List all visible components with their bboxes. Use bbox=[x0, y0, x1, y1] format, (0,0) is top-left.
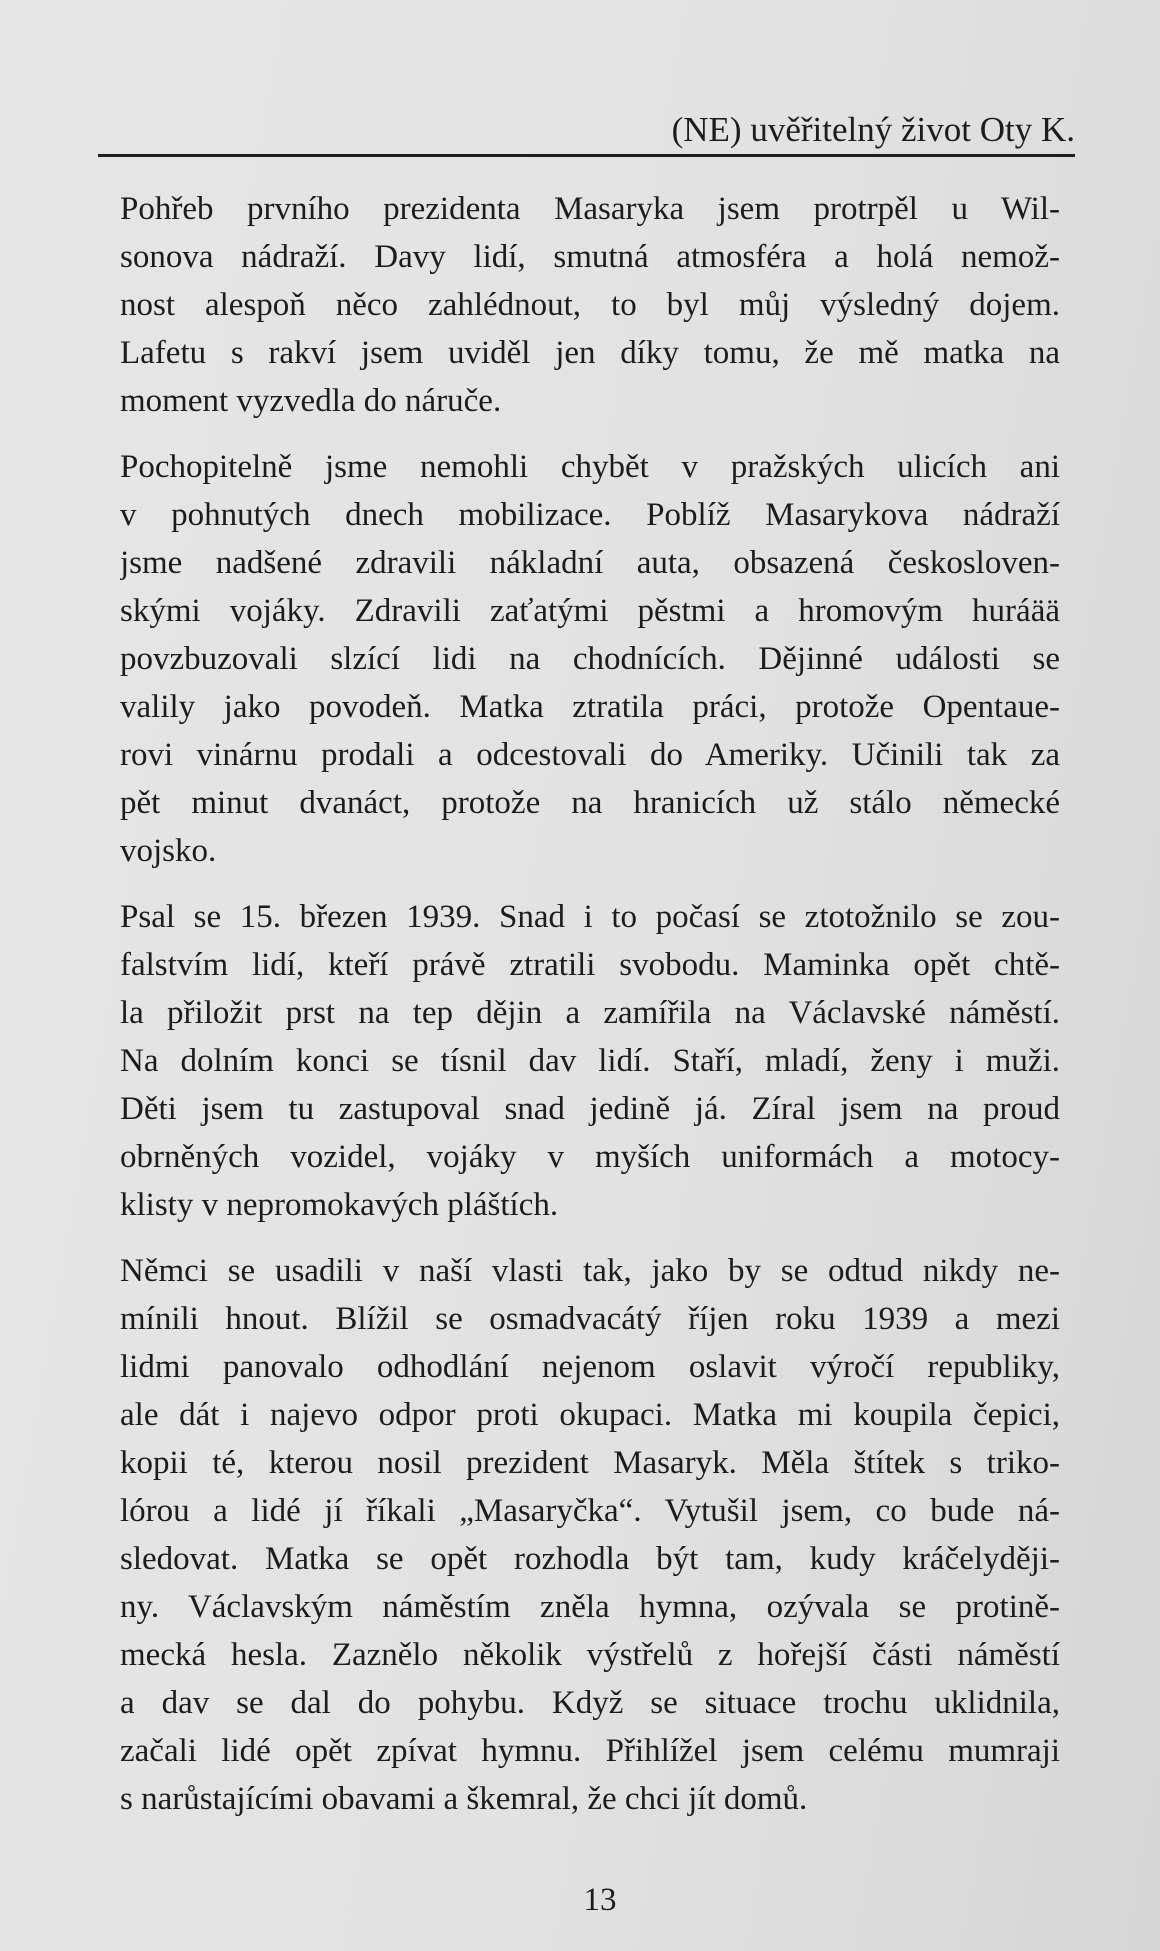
paragraph bbox=[120, 1247, 1060, 1823]
text-line: lórou a lidé jí říkali „Masaryčka“. Vytušil jsem, co bude ná- bbox=[120, 1493, 1060, 1529]
text-line: Na dolním konci se tísnil dav lidí. Staří, mladí, ženy i muži. bbox=[120, 1043, 1060, 1079]
paragraph bbox=[120, 185, 1060, 425]
text-line: falstvím lidí, kteří právě ztratili svobodu. Maminka opět chtě- bbox=[120, 947, 1060, 983]
text-line: v pohnutých dnech mobilizace. Poblíž Masarykova nádraží bbox=[120, 497, 1060, 533]
text-line: Psal se 15. březen 1939. Snad i to počasí se ztotožnilo se zou- bbox=[120, 899, 1060, 935]
text-line: Němci se usadili v naší vlasti tak, jako by se odtud nikdy ne- bbox=[120, 1253, 1060, 1289]
text-line: sledovat. Matka se opět rozhodla být tam, kudy kráčelyději- bbox=[120, 1541, 1060, 1577]
text-line: pět minut dvanáct, protože na hranicích už stálo německé bbox=[120, 785, 1060, 821]
text-line: Pochopitelně jsme nemohli chybět v pražských ulicích ani bbox=[120, 449, 1060, 485]
text-line: povzbuzovali slzící lidi na chodnících. Dějinné události se bbox=[120, 641, 1060, 677]
header-rule bbox=[98, 154, 1075, 157]
paragraph bbox=[120, 443, 1060, 875]
text-line: valily jako povodeň. Matka ztratila práci, protože Opentaue- bbox=[120, 689, 1060, 725]
text-line: s narůstajícími obavami a škemral, že chci jít domů. bbox=[120, 1781, 808, 1817]
text-line: začali lidé opět zpívat hymnu. Přihlížel jsem celému mumraji bbox=[120, 1733, 1060, 1769]
text-line: jsme nadšené zdravili nákladní auta, obsazená českosloven- bbox=[120, 545, 1060, 581]
text-line: ale dát i najevo odpor proti okupaci. Matka mi koupila čepici, bbox=[120, 1397, 1060, 1433]
text-line: mecká hesla. Zaznělo několik výstřelů z hořejší části náměstí bbox=[120, 1637, 1060, 1673]
body-text bbox=[120, 185, 1060, 1841]
paragraph bbox=[120, 893, 1060, 1229]
text-line: skými vojáky. Zdravili zaťatými pěstmi a hromovým huráää bbox=[120, 593, 1060, 629]
text-line: a dav se dal do pohybu. Když se situace trochu uklidnila, bbox=[120, 1685, 1060, 1721]
text-line: sonova nádraží. Davy lidí, smutná atmosféra a holá nemož- bbox=[120, 239, 1060, 275]
text-line: mínili hnout. Blížil se osmadvacátý říjen roku 1939 a mezi bbox=[120, 1301, 1060, 1337]
text-line: ny. Václavským náměstím zněla hymna, ozývala se protině- bbox=[120, 1589, 1060, 1625]
text-line: lidmi panovalo odhodlání nejenom oslavit výročí republiky, bbox=[120, 1349, 1060, 1385]
text-line: klisty v nepromokavých pláštích. bbox=[120, 1187, 559, 1223]
text-line: Děti jsem tu zastupoval snad jedině já. Zíral jsem na proud bbox=[120, 1091, 1060, 1127]
running-head: (NE) uvěřitelný život Oty K. bbox=[671, 110, 1075, 149]
text-line: vojsko. bbox=[120, 833, 217, 869]
text-line: obrněných vozidel, vojáky v myších uniformách a motocy- bbox=[120, 1139, 1060, 1175]
text-line: Pohřeb prvního prezidenta Masaryka jsem protrpěl u Wil- bbox=[120, 191, 1060, 227]
text-line: nost alespoň něco zahlédnout, to byl můj výsledný dojem. bbox=[120, 287, 1060, 323]
page-number: 13 bbox=[583, 1882, 617, 1918]
text-line: rovi vinárnu prodali a odcestovali do Ameriky. Učinili tak za bbox=[120, 737, 1060, 773]
text-line: moment vyzvedla do náruče. bbox=[120, 383, 502, 419]
text-line: Lafetu s rakví jsem uviděl jen díky tomu, že mě matka na bbox=[120, 335, 1060, 371]
text-line: kopii té, kterou nosil prezident Masaryk. Měla štítek s triko- bbox=[120, 1445, 1060, 1481]
text-line: la přiložit prst na tep dějin a zamířila na Václavské náměstí. bbox=[120, 995, 1060, 1031]
